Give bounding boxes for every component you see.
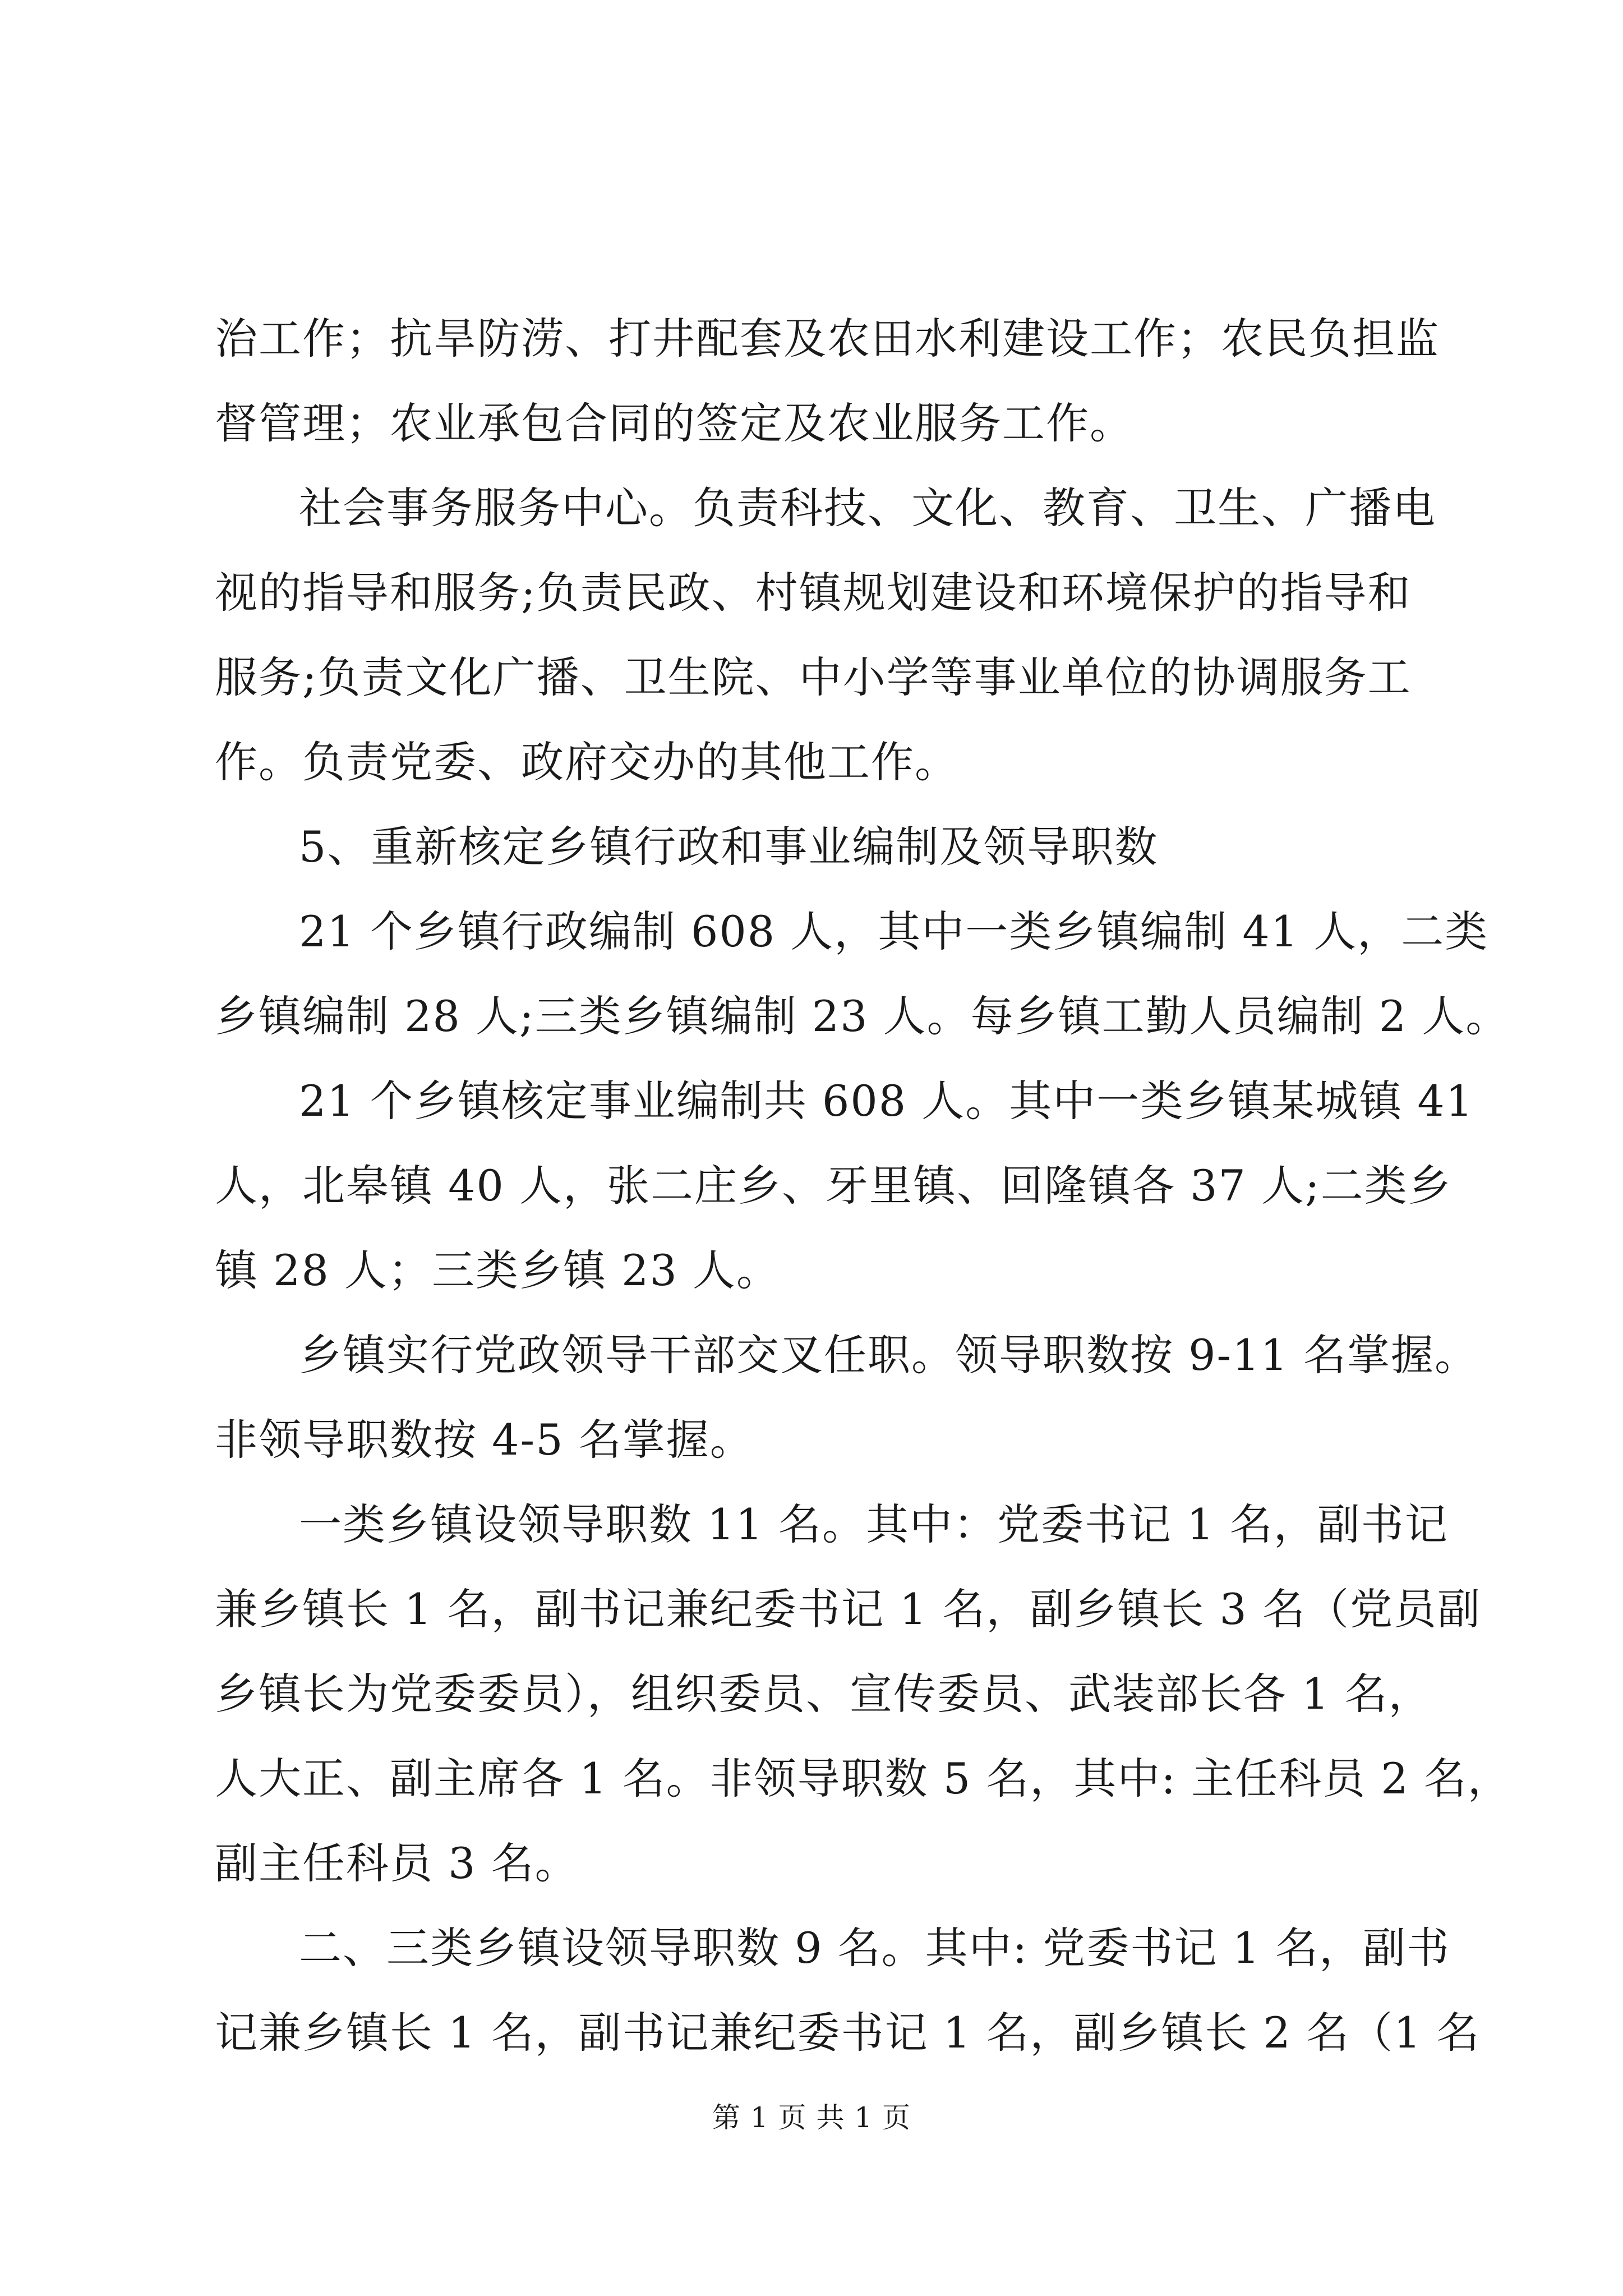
text-line: 人大正、副主席各 1 名。非领导职数 5 名，其中: 主任科员 2 名， <box>215 1754 1511 1803</box>
text-line: 非领导职数按 4-5 名掌握。 <box>215 1415 754 1465</box>
text-line: 副主任科员 3 名。 <box>215 1838 579 1888</box>
text-line: 督管理；农业承包合同的签定及农业服务工作。 <box>215 398 1133 448</box>
text-line: 记兼乡镇长 1 名，副书记兼纪委书记 1 名，副乡镇长 2 名（1 名 <box>215 2008 1481 2058</box>
text-line: 5、重新核定乡镇行政和事业编制及领导职数 <box>299 822 1159 872</box>
text-line: 乡镇实行党政领导干部交叉任职。领导职数按 9-11 名掌握。 <box>299 1330 1479 1380</box>
text-line: 镇 28 人；三类乡镇 23 人。 <box>215 1245 781 1295</box>
document-body <box>215 296 1511 2075</box>
text-line: 乡镇长为党委委员），组织委员、宣传委员、武装部长各 1 名， <box>215 1669 1432 1719</box>
text-line: 治工作；抗旱防涝、打井配套及农田水利建设工作；农民负担监 <box>215 314 1440 364</box>
text-line: 服务;负责文化广播、卫生院、中小学等事业单位的协调服务工 <box>215 652 1412 702</box>
page-footer: 第 1 页 共 1 页 <box>712 2101 911 2134</box>
text-line: 视的指导和服务;负责民政、村镇规划建设和环境保护的指导和 <box>215 568 1412 618</box>
text-line: 乡镇编制 28 人;三类乡镇编制 23 人。每乡镇工勤人员编制 2 人。 <box>215 991 1510 1041</box>
text-line: 兼乡镇长 1 名，副书记兼纪委书记 1 名，副乡镇长 3 名（党员副 <box>215 1584 1482 1634</box>
text-line: 一类乡镇设领导职数 11 名。其中：党委书记 1 名，副书记 <box>299 1499 1449 1549</box>
text-line: 人，北皋镇 40 人，张二庄乡、牙里镇、回隆镇各 37 人;二类乡 <box>215 1161 1452 1211</box>
text-line: 二、三类乡镇设领导职数 9 名。其中: 党委书记 1 名，副书 <box>299 1923 1451 1973</box>
text-line: 21 个乡镇行政编制 608 人，其中一类乡镇编制 41 人，二类 <box>299 907 1489 956</box>
text-line: 作。负责党委、政府交办的其他工作。 <box>215 737 958 787</box>
text-line: 社会事务服务中心。负责科技、文化、教育、卫生、广播电 <box>299 483 1436 533</box>
text-line: 21 个乡镇核定事业编制共 608 人。其中一类乡镇某城镇 41 <box>299 1076 1474 1126</box>
